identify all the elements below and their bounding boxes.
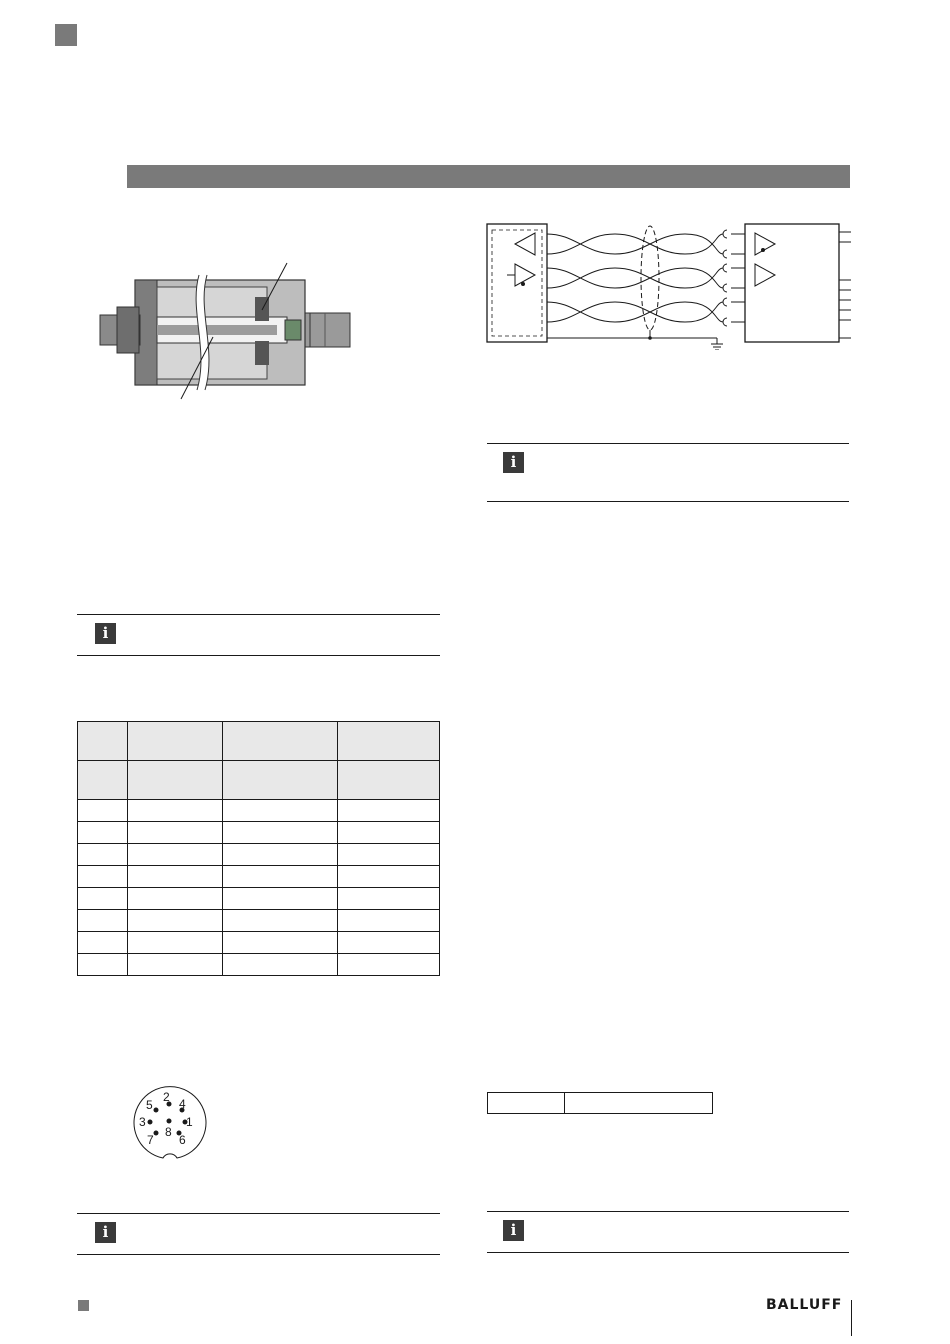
footer-divider: [851, 1300, 852, 1336]
pin-dot: [154, 1131, 159, 1136]
info-icon: i: [95, 1222, 116, 1243]
table-row: [78, 866, 440, 888]
brand-logo: BALLUFF: [766, 1297, 843, 1313]
pin-dot: [148, 1120, 153, 1125]
table-row: [78, 800, 440, 822]
parameter-table: [487, 1092, 713, 1114]
table-row: [78, 822, 440, 844]
info-icon: i: [503, 1220, 524, 1241]
table-row: [78, 932, 440, 954]
table-row: [78, 888, 440, 910]
pin-label: 2: [163, 1090, 170, 1104]
table-row: [78, 954, 440, 976]
pin-label: 4: [179, 1097, 186, 1111]
section-heading-bar: [127, 165, 850, 188]
info-note-box: [487, 1211, 849, 1253]
pin-dot: [154, 1108, 159, 1113]
table-row: [78, 910, 440, 932]
table-header-row: [78, 722, 440, 761]
sensor-cross-section-figure: [95, 255, 365, 405]
info-icon: i: [95, 623, 116, 644]
pin-label: 5: [146, 1098, 153, 1112]
pin-assignment-table: [77, 721, 440, 976]
pin-label: 3: [139, 1115, 146, 1129]
wiring-schematic: [485, 220, 855, 350]
table-row: [78, 844, 440, 866]
info-note-box: [77, 614, 440, 656]
pin-label: 7: [147, 1133, 154, 1147]
info-icon: i: [503, 452, 524, 473]
header-square-marker-icon: [55, 24, 77, 46]
pin-dot: [167, 1119, 172, 1124]
info-note-box: [77, 1213, 440, 1255]
connector-pin-diagram: [130, 1085, 210, 1165]
footer-square-marker-icon: [78, 1300, 89, 1311]
info-note-box: [487, 443, 849, 502]
pin-label: 6: [179, 1133, 186, 1147]
pin-label: 1: [186, 1115, 193, 1129]
table-header-row: [78, 761, 440, 800]
pin-label: 8: [165, 1125, 172, 1139]
